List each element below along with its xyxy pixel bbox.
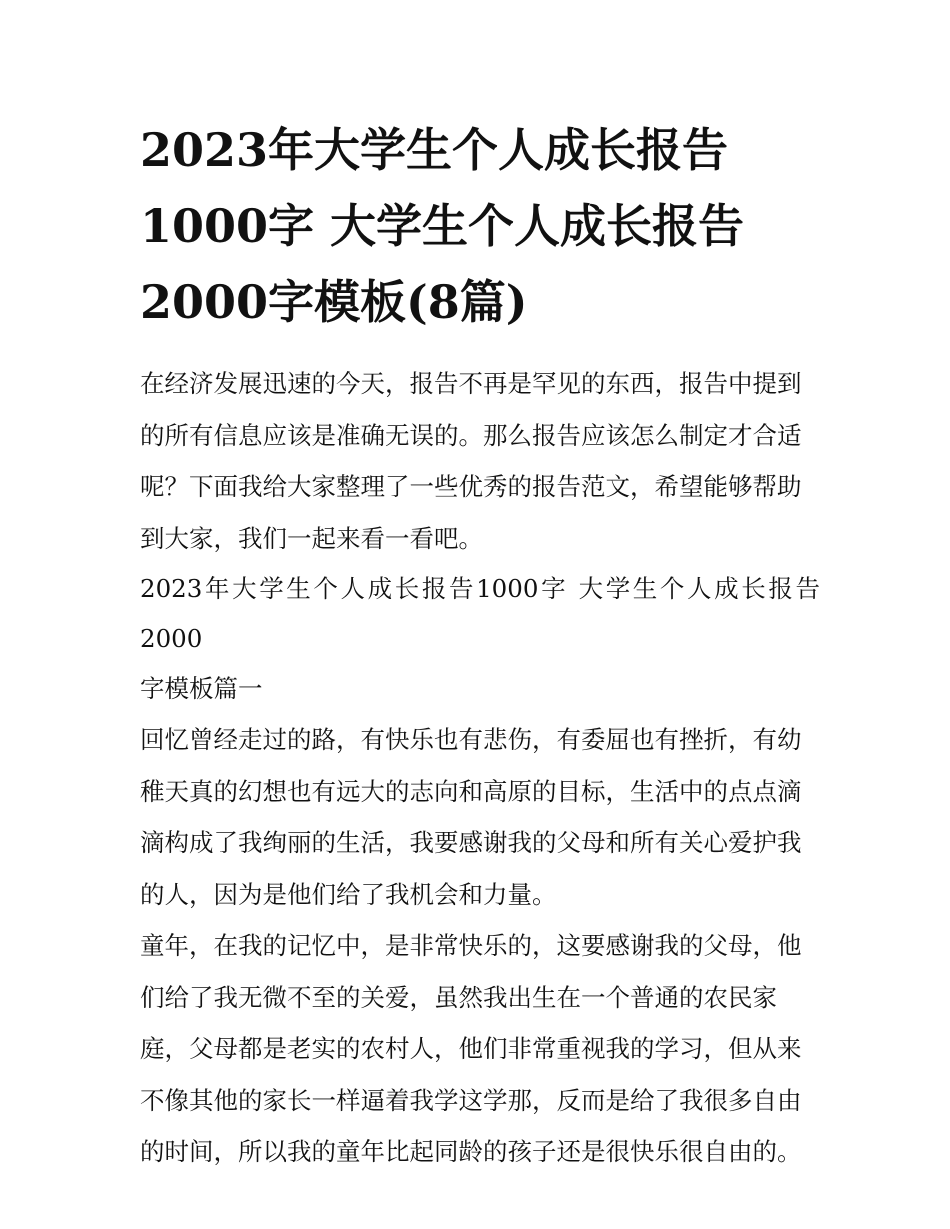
document-page (140, 112, 820, 1178)
text-line: 的人，因为是他们给了我机会和力量。 (140, 879, 557, 909)
text-line: 童年，在我的记忆中，是非常快乐的，这要感谢我的父母，他 (140, 931, 802, 960)
title-line: 2000字模板(8篇) (140, 275, 528, 329)
text-line: 的所有信息应该是准确无误的。那么报告应该怎么制定才合适 (140, 420, 802, 450)
text-line: 在经济发展迅速的今天，报告不再是罕见的东西，报告中提到 (140, 369, 802, 398)
title-line: 1000字 大学生个人成长报告 (140, 199, 745, 253)
body-paragraph-1 (140, 714, 820, 920)
section-heading (140, 564, 820, 714)
text-line: 滴构成了我绚丽的生活，我要感谢我的父母和所有关心爱护我 (140, 828, 802, 857)
text-line: 字模板篇一 (140, 674, 263, 703)
intro-paragraph (140, 358, 820, 564)
text-line: 回忆曾经走过的路，有快乐也有悲伤，有委屈也有挫折，有幼 (140, 725, 802, 754)
text-line: 的时间，所以我的童年比起同龄的孩子还是很快乐很自由的。 (140, 1137, 802, 1166)
text-line: 稚天真的幻想也有远大的志向和高原的目标，生活中的点点滴 (140, 776, 802, 806)
document-title (140, 112, 820, 340)
title-line: 2023年大学生个人成长报告 (140, 123, 729, 177)
text-line: 2023年大学生个人成长报告1000字 大学生个人成长报告2000 (140, 574, 820, 653)
text-line: 呢？下面我给大家整理了一些优秀的报告范文，希望能够帮助 (140, 472, 802, 501)
text-line: 不像其他的家长一样逼着我学这学那，反而是给了我很多自由 (140, 1085, 802, 1115)
body-paragraph-2 (140, 920, 820, 1178)
text-line: 们给了我无微不至的关爱，虽然我出生在一个普通的农民家 (140, 982, 777, 1012)
text-line: 庭，父母都是老实的农村人，他们非常重视我的学习，但从来 (140, 1034, 802, 1063)
text-line: 到大家，我们一起来看一看吧。 (140, 523, 483, 553)
